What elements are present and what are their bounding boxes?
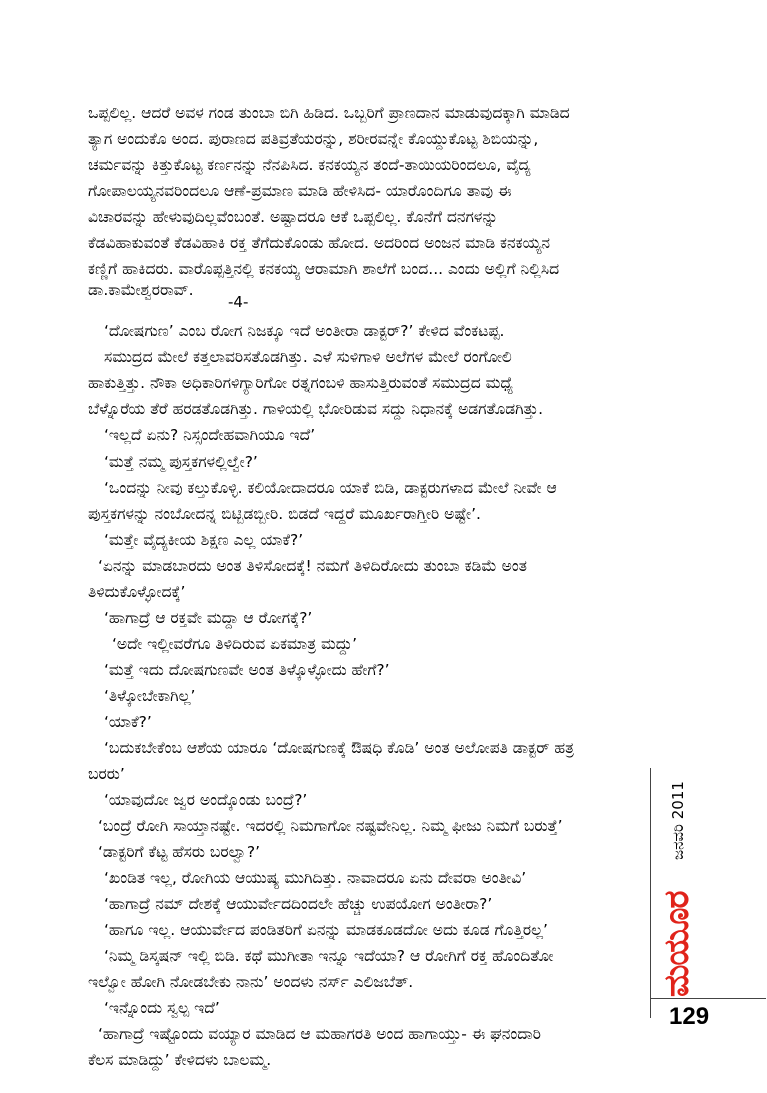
dialogue-line: ‘ಮತ್ತೆ ನಮ್ಮ ಪುಸ್ತಕಗಳಲ್ಲಿಲ್ವೇ?’ (104, 453, 258, 471)
paragraph-line: ಚರ್ಮವನ್ನು ಕಿತ್ತುಕೊಟ್ಟ ಕರ್ಣನನ್ನು ನೆನಪಿಸಿದ. ಕನಕಯ್ಯನ ತಂದೆ-ತಾಯಿಯರಿಂದಲೂ, ವೈದ್ಯ (88, 156, 531, 174)
paragraph-line: ಒಪ್ಪಲಿಲ್ಲ. ಆದರೆ ಅವಳ ಗಂಡ ತುಂಬಾ ಬಿಗಿ ಹಿಡಿದ. ಒಬ್ಬರಿಗೆ ಪ್ರಾಣದಾನ ಮಾಡುವುದಕ್ಕಾಗಿ ಮಾಡಿದ (88, 104, 570, 122)
dialogue-line: ‘ಯಾವುದೋ ಜ್ವರ ಅಂದ್ಕೊಂಡು ಬಂದ್ರೆ?’ (104, 791, 308, 809)
dialogue-line: ‘ಖಂಡಿತ ಇಲ್ಲ, ರೋಗಿಯ ಆಯುಷ್ಯ ಮುಗಿದಿತ್ತು. ನಾವಾದರೂ ಏನು ದೇವರಾ ಅಂತೀವಿ’ (104, 869, 527, 887)
dialogue-line: ‘ನಿಮ್ಮ ಡಿಸ್ಕಷನ್ ಇಲ್ಲಿ ಬಿಡಿ. ಕಥೆ ಮುಗೀತಾ ಇನ್ನೂ ಇದೆಯಾ? ಆ ರೋಗಿಗೆ ರಕ್ತ ಹೊಂದಿತೋ (104, 947, 554, 965)
dialogue-line: ‘ಏನನ್ನು ಮಾಡಬಾರದು ಅಂತ ತಿಳಿಸೋದಕ್ಕೆ! ನಮಗೆ ತಿಳಿದಿರೋದು ತುಂಬಾ ಕಡಿಮೆ ಅಂತ (98, 557, 527, 575)
dialogue-line: ತಿಳಿದುಕೊಳ್ಳೋದಕ್ಕೆ’ (88, 583, 186, 601)
dialogue-line: ‘ಒಂದನ್ನು ನೀವು ಕಲ್ತುಕೊಳ್ಳಿ. ಕಲಿಯೋದಾದರೂ ಯಾಕೆ ಬಿಡಿ, ಡಾಕ್ಟರುಗಳಾದ ಮೇಲೆ ನೀವೇ ಆ (104, 479, 557, 497)
page-number: 129 (669, 1003, 710, 1030)
dialogue-line: ಇಲ್ವೋ ಹೋಗಿ ನೋಡಬೇಕು ನಾನು’ ಅಂದಳು ನರ್ಸ್ ಎಲಿಜಬೆತ್. (88, 973, 414, 991)
dialogue-line: ಸಮುದ್ರದ ಮೇಲೆ ಕತ್ತಲಾವರಿಸತೊಡಗಿತ್ತು. ಎಳೆ ಸುಳಿಗಾಳಿ ಅಲೆಗಳ ಮೇಲೆ ರಂಗೋಲಿ (104, 348, 512, 366)
footer-divider (650, 998, 766, 999)
issue-date: ಜನವರಿ 2011 (669, 781, 687, 860)
paragraph-line: ಗೋಪಾಲಯ್ಯನವರಿಂದಲೂ ಆಣೆ-ಪ್ರಮಾಣ ಮಾಡಿ ಹೇಳಿಸಿದ- ಯಾರೊಂದಿಗೂ ತಾವು ಈ (88, 182, 512, 200)
dialogue-line: ‘ಬದುಕಬೇಕೆಂಬ ಆಶೆಯ ಯಾರೂ ‘ದೋಷಗುಣಕ್ಕೆ ಔಷಧಿ ಕೊಡಿ’ ಅಂತ ಅಲೋಪತಿ ಡಾಕ್ಟರ್ ಹತ್ರ (104, 739, 574, 757)
dialogue-line: ‘ಬಂದ್ರೆ ರೋಗಿ ಸಾಯ್ತಾನಷ್ಟೇ. ಇದರಲ್ಲಿ ನಿಮಗಾಗೋ ನಷ್ಟವೇನಿಲ್ಲ. ನಿಮ್ಮ ಫೀಜು ನಿಮಗೆ ಬರುತ್ತೆ’ (98, 817, 563, 835)
dialogue-line: ‘ಯಾಕೆ?’ (104, 713, 152, 731)
paragraph-line: ಡಾ.ಕಾಮೇಶ್ವರರಾವ್. (88, 281, 194, 299)
dialogue-line: ‘ಇಲ್ಲದೆ ಏನು? ನಿಸ್ಸಂದೇಹವಾಗಿಯೂ ಇದೆ’ (104, 426, 316, 444)
section-heading: -4- (228, 293, 249, 311)
dialogue-line: ಪುಸ್ತಕಗಳನ್ನು ನಂಬೋದನ್ನ ಬಿಟ್ಬಿಡಬ್ಬೀರಿ. ಬಿಡದೆ ಇದ್ದರೆ ಮೂರ್ಖರಾಗ್ತೀರಿ ಅಷ್ಟೇ’. (88, 505, 481, 523)
dialogue-line: ‘ಅದೇ ಇಲ್ಲೀವರೆಗೂ ತಿಳಿದಿರುವ ಏಕಮಾತ್ರ ಮದ್ದು’ (112, 635, 358, 653)
dialogue-line: ‘ಇನ್ನೊಂದು ಸ್ವಲ್ಪ ಇದೆ’ (104, 999, 220, 1017)
dialogue-line: ಬೆಳ್ನೊರೆಯ ತೆರೆ ಹರಡತೊಡಗಿತ್ತು. ಗಾಳಿಯಲ್ಲಿ ಭೋರಿಡುವ ಸದ್ದು ನಿಧಾನಕ್ಕೆ ಅಡಗತೊಡಗಿತ್ತು. (88, 400, 544, 418)
dialogue-line: ‘ತಿಳ್ಕೋಬೇಕಾಗಿಲ್ಲ’ (104, 687, 196, 705)
magazine-logo: ಮಯೂರ (657, 891, 697, 997)
dialogue-line: ‘ಮತ್ತೆ ಇದು ದೋಷಗುಣವೇ ಅಂತ ತಿಳ್ಕೊಳ್ಳೋದು ಹೇಗೆ?’ (104, 661, 390, 679)
dialogue-line: ‘ಹಾಗಾದ್ರೆ ಇಷ್ಟೊಂದು ವಯ್ಯಾರ ಮಾಡಿದ ಆ ಮಹಾಗರತಿ ಅಂದ ಹಾಗಾಯ್ತು- ಈ ಘನಂದಾರಿ (98, 1025, 541, 1043)
dialogue-line: ‘ದೋಷಗುಣ’ ಎಂಬ ರೋಗ ನಿಜಕ್ಕೂ ಇದೆ ಅಂತೀರಾ ಡಾಕ್ಟರ್?’ ಕೇಳಿದ ವೆಂಕಟಪ್ಪ. (104, 322, 505, 340)
paragraph-line: ವಿಚಾರವನ್ನು ಹೇಳುವುದಿಲ್ಲವೆಂಬಂತೆ. ಅಷ್ಟಾದರೂ ಆಕೆ ಒಪ್ಪಲಿಲ್ಲ. ಕೊನೆಗೆ ದನಗಳನ್ನು (88, 208, 498, 226)
paragraph-line: ಕೆಡವಿಹಾಕುವಂತೆ ಕೆಡವಿಹಾಕಿ ರಕ್ತ ತೆಗೆದುಕೊಂಡು ಹೋದ. ಅದರಿಂದ ಅಂಜನ ಮಾಡಿ ಕನಕಯ್ಯನ (88, 234, 550, 252)
paragraph-line: ಕಣ್ಣಿಗೆ ಹಾಕಿದರು. ವಾರೊಪ್ಪತ್ತಿನಲ್ಲಿ ಕನಕಯ್ಯ ಆರಾಮಾಗಿ ಶಾಲೆಗೆ ಬಂದ... ಎಂದು ಅಲ್ಲಿಗೆ ನಿಲ್ಲಿಸಿದ (88, 260, 560, 278)
dialogue-line: ‘ಹಾಗಾದ್ರೆ ಆ ರಕ್ತವೇ ಮದ್ದಾ ಆ ರೋಗಕ್ಕೆ?’ (104, 609, 313, 627)
dialogue-line: ‘ಡಾಕ್ಟರಿಗೆ ಕೆಟ್ಟ ಹೆಸರು ಬರಲ್ವಾ?’ (98, 843, 261, 861)
dialogue-line: ಹಾಕುತ್ತಿತ್ತು. ನೌಕಾ ಅಧಿಕಾರಿಗಳಿಗ್ಯಾರಿಗೋ ರತ್ನಗಂಬಳಿ ಹಾಸುತ್ತಿರುವಂತೆ ಸಮುದ್ರದ ಮಧ್ಯೆ (88, 374, 514, 392)
sidebar-divider (650, 768, 651, 1018)
paragraph-line: ತ್ಯಾಗ ಅಂದುಕೊ ಅಂದ. ಪುರಾಣದ ಪತಿವ್ರತೆಯರನ್ನು, ಶರೀರವನ್ನೇ ಕೊಯ್ದುಕೊಟ್ಟ ಶಿಬಿಯನ್ನು, (88, 130, 539, 148)
dialogue-line: ಕೆಲಸ ಮಾಡಿದ್ದು’ ಕೇಳಿದಳು ಬಾಲಮ್ಮ. (88, 1051, 272, 1069)
dialogue-line: ‘ಹಾಗಾದ್ರೆ ನಮ್ ದೇಶಕ್ಕೆ ಆಯುರ್ವೇದದಿಂದಲೇ ಹೆಚ್ಚು ಉಪಯೋಗ ಅಂತೀರಾ?’ (104, 895, 493, 913)
dialogue-line: ‘ಮತ್ತೇ ವೈದ್ಯಕೀಯ ಶಿಕ್ಷಣ ಎಲ್ಲ ಯಾಕೆ?’ (104, 531, 304, 549)
dialogue-line: ಬರರು’ (88, 765, 125, 783)
dialogue-line: ‘ಹಾಗೂ ಇಲ್ಲ. ಆಯುರ್ವೇದ ಪಂಡಿತರಿಗೆ ಏನನ್ನು ಮಾಡಕೂಡದೋ ಅದು ಕೂಡ ಗೊತ್ತಿರಲ್ಲ’ (104, 921, 548, 939)
